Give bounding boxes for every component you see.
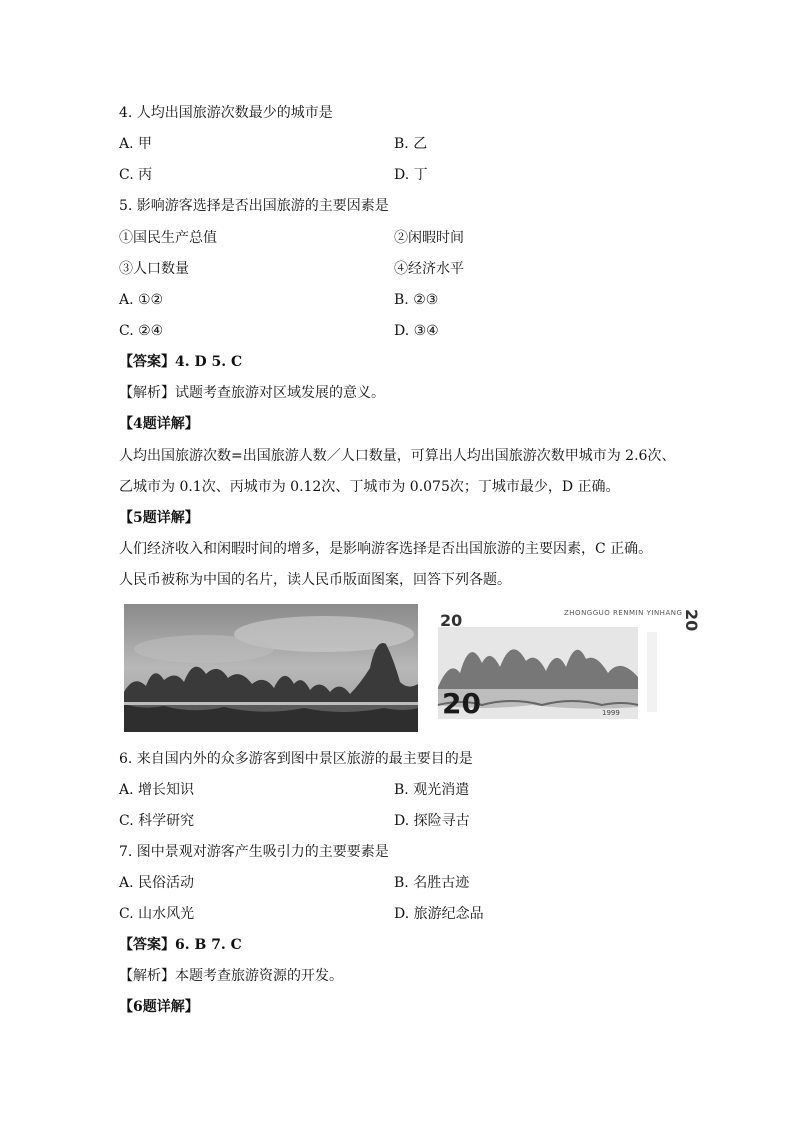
answer-4-5: 【答案】4. D 5. C (119, 354, 243, 370)
q7-stem: 7. 图中景观对游客产生吸引力的主要要素是 (119, 844, 389, 860)
q7-option-c: C. 山水风光 (119, 906, 195, 922)
analysis-6-7: 【解析】本题考查旅游资源的开发。 (119, 968, 343, 984)
detail-5-title: 【5题详解】 (119, 510, 199, 526)
detail-4-line-1: 人均出国旅游次数=出国旅游人数／人口数量，可算出人均出国旅游次数甲城市为 2.6次、 (119, 448, 676, 464)
q4-option-c: C. 丙 (119, 167, 153, 183)
q6-option-d: D. 探险寻古 (394, 813, 470, 829)
q5-option-d: D. ③④ (394, 323, 439, 339)
q5-option-c: C. ②④ (119, 323, 164, 339)
q4-option-d: D. 丁 (394, 167, 428, 183)
denomination-side: 20 (682, 609, 701, 632)
detail-6-title: 【6题详解】 (119, 999, 199, 1015)
q5-item-2: ②闲暇时间 (394, 230, 464, 246)
banknote-image (432, 607, 704, 724)
answer-6-7: 【答案】6. B 7. C (119, 937, 242, 953)
banknote-pinyin: ZHONGGUO RENMIN YINHANG (564, 609, 683, 617)
q6-option-a: A. 增长知识 (119, 782, 195, 798)
denomination-top: 20 (440, 611, 463, 630)
detail-4-line-2: 乙城市为 0.1次、丙城市为 0.12次、丁城市为 0.075次；丁城市最少，D 正确。 (119, 479, 620, 495)
q4-option-b: B. 乙 (394, 136, 428, 152)
detail-4-title: 【4题详解】 (119, 416, 199, 432)
q6-option-b: B. 观光消遣 (394, 782, 470, 798)
q4-stem: 4. 人均出国旅游次数最少的城市是 (119, 105, 333, 121)
q6-stem: 6. 来自国内外的众多游客到图中景区旅游的最主要目的是 (119, 751, 473, 767)
q5-item-1: ①国民生产总值 (119, 230, 217, 246)
analysis-4-5: 【解析】试题考查旅游对区域发展的意义。 (119, 385, 385, 401)
q7-option-a: A. 民俗活动 (119, 875, 195, 891)
banknote-year: 1999 (602, 709, 620, 717)
q7-option-b: B. 名胜古迹 (394, 875, 470, 891)
q6-option-c: C. 科学研究 (119, 813, 195, 829)
detail-5-line-1: 人们经济收入和闲暇时间的增多，是影响游客选择是否出国旅游的主要因素，C 正确。 (119, 541, 653, 557)
q4-option-a: A. 甲 (119, 136, 153, 152)
q5-item-4: ④经济水平 (394, 261, 464, 277)
q7-option-d: D. 旅游纪念品 (394, 906, 484, 922)
q5-option-b: B. ②③ (394, 292, 439, 308)
intro-text: 人民币被称为中国的名片，读人民币版面图案，回答下列各题。 (119, 572, 511, 588)
q5-option-a: A. ①② (119, 292, 164, 308)
denomination-bottom: 20 (442, 687, 481, 720)
q5-stem: 5. 影响游客选择是否出国旅游的主要因素是 (119, 198, 389, 214)
landscape-photo (124, 604, 418, 732)
q5-item-3: ③人口数量 (119, 261, 189, 277)
